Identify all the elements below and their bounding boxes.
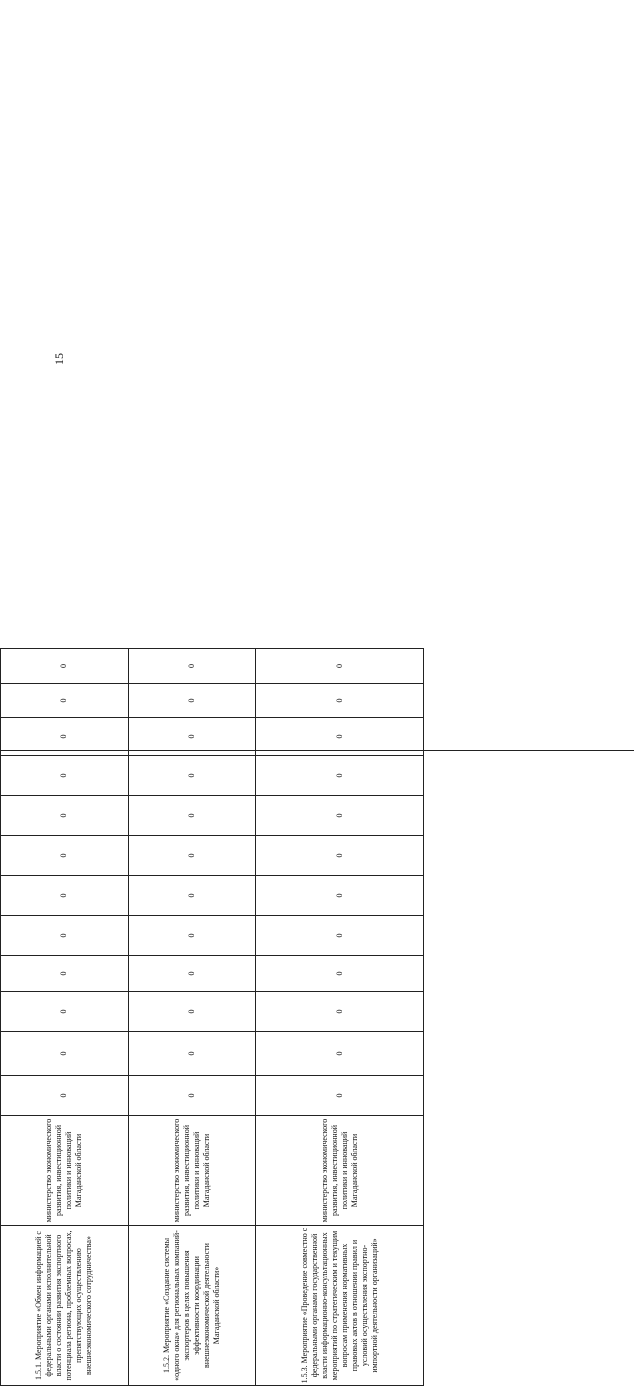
value-cell: 0	[256, 956, 424, 992]
value-cell: 0	[128, 916, 255, 956]
value-cell: 0	[128, 756, 255, 796]
value-cell: 0	[128, 836, 255, 876]
value-cell: 0	[1, 649, 128, 684]
table-row	[1, 649, 128, 1386]
value-cell: 0	[1, 756, 128, 796]
responsible-executor: министерство экономического развития, инвестиционной политики и инноваций Магаданской области	[128, 1116, 255, 1226]
value-cell: 0	[256, 836, 424, 876]
value-cell: 0	[1, 836, 128, 876]
value-cell: 0	[256, 684, 424, 718]
value-cell: 0	[1, 796, 128, 836]
value-cell: 0	[128, 718, 255, 756]
rotated-table-wrapper	[0, 13, 524, 1384]
horizontal-rule	[0, 750, 634, 751]
value-cell: 0	[128, 684, 255, 718]
value-cell: 0	[128, 649, 255, 684]
value-cell: 0	[1, 876, 128, 916]
value-cell: 0	[256, 992, 424, 1032]
rotated-table-frame	[0, 649, 424, 1386]
value-cell: 0	[256, 756, 424, 796]
value-cell: 0	[1, 956, 128, 992]
value-cell: 0	[1, 684, 128, 718]
value-cell: 0	[128, 1076, 255, 1116]
activity-name: 1.5.1. Мероприятие «Обмен информацией с федеральными органами исполнительной власти о состоянии развития экспортного потенциала региона, проблемных вопросах, препятствующих осуществлению внешнеэкономического сотрудничества»	[1, 1226, 128, 1386]
page-number: 15	[52, 353, 66, 365]
value-cell: 0	[1, 992, 128, 1032]
value-cell: 0	[128, 992, 255, 1032]
activity-name: 1.5.3. Мероприятие «Проведение совместно с федеральными органами государственной власти информационно-консультационных мероприятий по стратегическим и текущим вопросам применения нормативных правовых актов в отношении правил и условий осуществления экспортно-импортной деятельности организаций»	[256, 1226, 424, 1386]
value-cell: 0	[1, 1076, 128, 1116]
value-cell: 0	[256, 1076, 424, 1116]
budget-table	[0, 648, 424, 1386]
value-cell: 0	[1, 1032, 128, 1076]
value-cell: 0	[128, 796, 255, 836]
value-cell: 0	[256, 796, 424, 836]
value-cell: 0	[128, 956, 255, 992]
value-cell: 0	[1, 718, 128, 756]
value-cell: 0	[1, 916, 128, 956]
responsible-executor: министерство экономического развития, инвестиционной политики и инноваций Магаданской области	[256, 1116, 424, 1226]
value-cell: 0	[256, 876, 424, 916]
value-cell: 0	[128, 1032, 255, 1076]
value-cell: 0	[128, 876, 255, 916]
value-cell: 0	[256, 916, 424, 956]
value-cell: 0	[256, 649, 424, 684]
table-row	[128, 649, 255, 1386]
responsible-executor: министерство экономического развития, инвестиционной политики и инноваций Магаданской области	[1, 1116, 128, 1226]
value-cell: 0	[256, 718, 424, 756]
value-cell: 0	[256, 1032, 424, 1076]
activity-name: 1.5.2. Мероприятие «Создание системы «одного окна» для региональных компаний-экспортеров в целях повышения эффективности координации внешнеэкономической деятельности Магаданской области»	[128, 1226, 255, 1386]
table-row	[256, 649, 424, 1386]
